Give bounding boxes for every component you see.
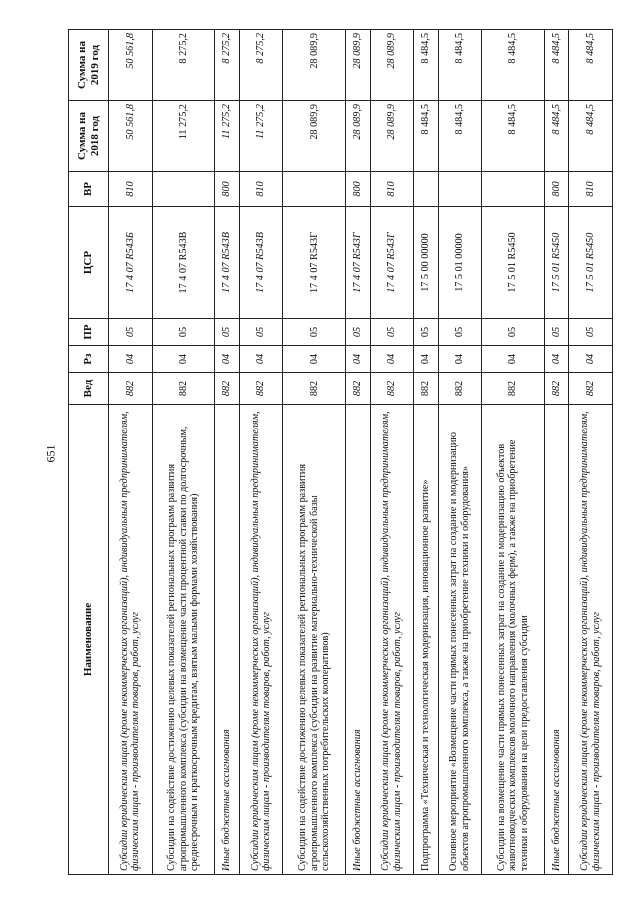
cell-rz: 04 [109,346,153,373]
cell-sum-2018: 28 089,9 [370,101,414,172]
table-row [109,30,153,875]
cell-sum-2019: 8 275,2 [215,30,239,101]
cell-sum-2019: 28 089,9 [346,30,370,101]
cell-csr: 17 5 01 R5450 [544,207,568,319]
cell-csr: 17 5 01 R5450 [482,207,545,319]
cell-sum-2018: 11 275,2 [152,101,215,172]
table-row [239,30,283,875]
cell-csr: 17 4 07 R543Г [370,207,414,319]
cell-sum-2019: 8 484,5 [414,30,438,101]
cell-sum-2019: 8 484,5 [482,30,545,101]
cell-sum-2019: 8 275,2 [152,30,215,101]
cell-rz: 04 [215,346,239,373]
cell-name: Подпрограмма «Техническая и технологическая модернизация, инновационное развитие» [414,405,438,875]
cell-sum-2018: 50 561,8 [109,101,153,172]
cell-vr: 810 [239,172,283,207]
cell-ved: 882 [370,373,414,405]
cell-vr: 810 [569,172,613,207]
table-row [569,30,613,875]
cell-name: Субсидии юридическим лицам (кроме некоммерческих организаций), индивидуальным предпринимателям, физическим лицам - производителям товаров, работ, услуг [370,405,414,875]
cell-ved: 882 [482,373,545,405]
cell-csr: 17 5 00 00000 [414,207,438,319]
table-row [152,30,215,875]
header-pr: ПР [69,319,109,346]
cell-name: Иные бюджетные ассигнования [346,405,370,875]
cell-vr [438,172,482,207]
cell-rz: 04 [152,346,215,373]
cell-vr [152,172,215,207]
cell-pr: 05 [346,319,370,346]
cell-rz: 04 [370,346,414,373]
table-row [283,30,346,875]
cell-name: Основное мероприятие «Возмещение части прямых понесенных затрат на создание и модернизацию объектов агропромышленного комплекса, а также на приобретение техники и оборудования» [438,405,482,875]
header-sum-2019: Сумма на 2019 год [69,30,109,101]
cell-name: Субсидии на содействие достижению целевых показателей региональных программ развития агропромышленного комплекса (субсидии на возмещение части процентной ставки по долгосрочным, среднесрочным и краткосрочным кредитам, взятым малыми формами хозяйствования) [152,405,215,875]
header-name: Наименование [69,405,109,875]
table-row [215,30,239,875]
cell-csr: 17 5 01 R5450 [569,207,613,319]
cell-rz: 04 [283,346,346,373]
cell-pr: 05 [152,319,215,346]
cell-pr: 05 [109,319,153,346]
cell-sum-2019: 8 484,5 [569,30,613,101]
cell-sum-2019: 8 484,5 [544,30,568,101]
cell-pr: 05 [544,319,568,346]
cell-ved: 882 [346,373,370,405]
cell-csr: 17 4 07 R543Б [109,207,153,319]
header-csr: ЦСР [69,207,109,319]
cell-sum-2019: 50 561,8 [109,30,153,101]
cell-vr: 810 [370,172,414,207]
cell-sum-2019: 8 484,5 [438,30,482,101]
cell-sum-2019: 28 089,9 [370,30,414,101]
cell-name: Субсидии на возмещение части прямых понесенных затрат на создание и модернизацию объектов животноводческих комплексов молочного направления (молочных ферм), а также на приобретение техники и оборудования на цели предоставления субсидии [482,405,545,875]
page-number: 651 [43,444,58,463]
cell-sum-2018: 8 484,5 [438,101,482,172]
header-sum-2018: Сумма на 2018 год [69,101,109,172]
cell-ved: 882 [152,373,215,405]
cell-vr [283,172,346,207]
cell-csr: 17 4 07 R543В [239,207,283,319]
cell-ved: 882 [283,373,346,405]
cell-vr: 800 [215,172,239,207]
cell-ved: 882 [414,373,438,405]
cell-name: Иные бюджетные ассигнования [544,405,568,875]
cell-sum-2018: 8 484,5 [482,101,545,172]
cell-ved: 882 [215,373,239,405]
header-ved: Вед [69,373,109,405]
cell-name: Субсидии юридическим лицам (кроме некоммерческих организаций), индивидуальным предпринимателям, физическим лицам - производителям товаров, работ, услуг [109,405,153,875]
budget-table [68,29,613,875]
header-vr: ВР [69,172,109,207]
table-row [346,30,370,875]
cell-rz: 04 [414,346,438,373]
cell-sum-2018: 11 275,2 [239,101,283,172]
cell-pr: 05 [370,319,414,346]
table-body [109,30,613,875]
cell-vr [414,172,438,207]
table-row [544,30,568,875]
cell-sum-2018: 28 089,9 [283,101,346,172]
table-row [438,30,482,875]
rotated-table-area [68,30,613,875]
cell-name: Субсидии на содействие достижению целевых показателей региональных программ развития агропромышленного комплекса (субсидии на развитие материально-технической базы сельскохозяйственных потребительских кооперативов) [283,405,346,875]
cell-rz: 04 [482,346,545,373]
cell-csr: 17 4 07 R543Г [283,207,346,319]
cell-sum-2018: 28 089,9 [346,101,370,172]
table-row [370,30,414,875]
cell-rz: 04 [346,346,370,373]
cell-csr: 17 5 01 00000 [438,207,482,319]
cell-csr: 17 4 07 R543Г [346,207,370,319]
table-header-row [69,30,109,875]
header-rz: Рз [69,346,109,373]
cell-ved: 882 [109,373,153,405]
cell-pr: 05 [215,319,239,346]
cell-rz: 04 [569,346,613,373]
cell-vr [482,172,545,207]
cell-name: Субсидии юридическим лицам (кроме некоммерческих организаций), индивидуальным предпринимателям, физическим лицам - производителям товаров, работ, услуг [239,405,283,875]
cell-pr: 05 [414,319,438,346]
cell-vr: 810 [109,172,153,207]
table-row [482,30,545,875]
cell-sum-2018: 8 484,5 [414,101,438,172]
cell-ved: 882 [239,373,283,405]
cell-vr: 800 [346,172,370,207]
cell-sum-2018: 11 275,2 [215,101,239,172]
cell-rz: 04 [544,346,568,373]
table-wrapper [68,30,613,875]
cell-name: Субсидии юридическим лицам (кроме некоммерческих организаций), индивидуальным предпринимателям, физическим лицам - производителям товаров, работ, услуг [569,405,613,875]
cell-pr: 05 [283,319,346,346]
cell-pr: 05 [569,319,613,346]
cell-pr: 05 [438,319,482,346]
cell-pr: 05 [239,319,283,346]
cell-sum-2019: 28 089,9 [283,30,346,101]
cell-vr: 800 [544,172,568,207]
table-row [414,30,438,875]
cell-name: Иные бюджетные ассигнования [215,405,239,875]
cell-sum-2018: 8 484,5 [569,101,613,172]
cell-csr: 17 4 07 R543В [152,207,215,319]
cell-ved: 882 [569,373,613,405]
cell-ved: 882 [544,373,568,405]
cell-sum-2019: 8 275,2 [239,30,283,101]
cell-rz: 04 [239,346,283,373]
cell-ved: 882 [438,373,482,405]
cell-rz: 04 [438,346,482,373]
cell-sum-2018: 8 484,5 [544,101,568,172]
cell-csr: 17 4 07 R543В [215,207,239,319]
cell-pr: 05 [482,319,545,346]
